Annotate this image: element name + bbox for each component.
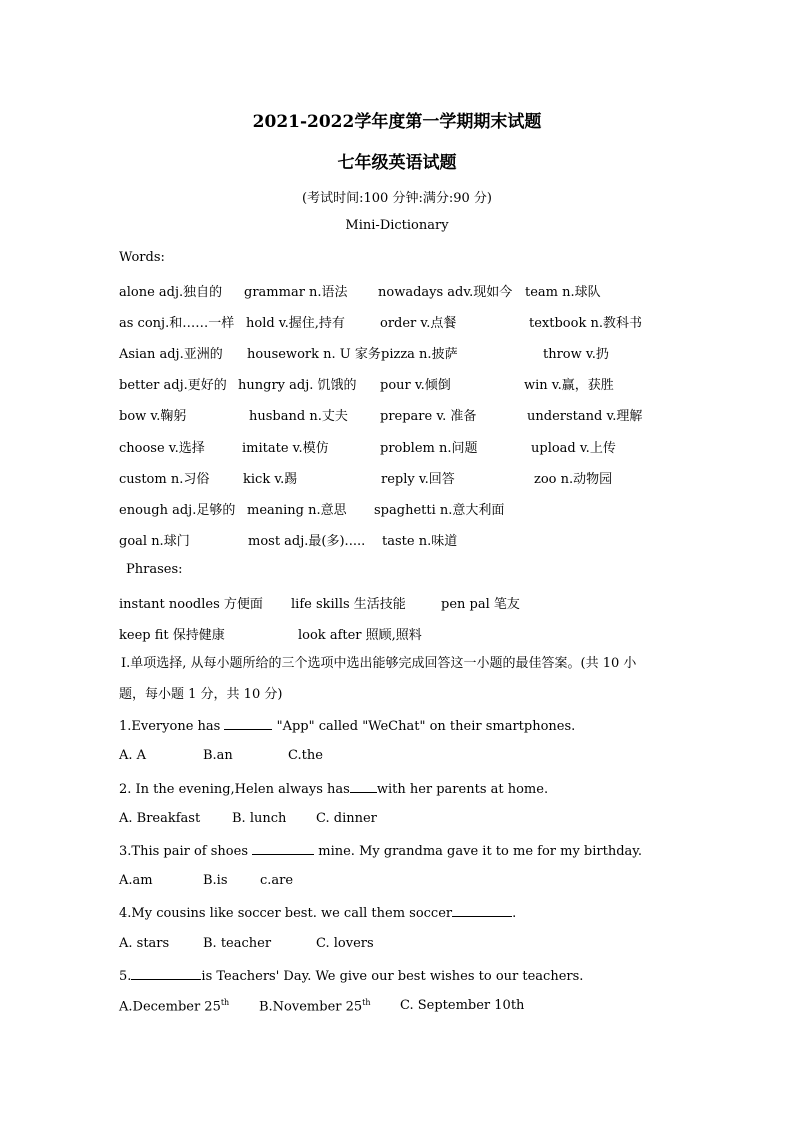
section-instruction: Ⅰ.单项选择, 从每小题所给的三个选项中选出能够完成回答这一小题的最佳答案。(共 10 小 bbox=[121, 656, 637, 671]
word-entry: problem n.问题 bbox=[380, 441, 478, 456]
word-entry: pour v.倾倒 bbox=[380, 378, 451, 393]
answer-blank bbox=[452, 904, 512, 917]
ordinal-suffix: th bbox=[362, 998, 371, 1007]
option-a: A. Breakfast bbox=[119, 811, 201, 826]
word-entry: hold v.握住,持有 bbox=[246, 316, 345, 331]
option-text: B.November 25 bbox=[259, 999, 363, 1015]
question-text: 1.Everyone has bbox=[119, 719, 225, 734]
word-entry: throw v.扔 bbox=[543, 347, 609, 362]
option-a bbox=[119, 998, 229, 1014]
question-5 bbox=[119, 967, 583, 986]
word-entry: prepare v. 准备 bbox=[380, 409, 477, 424]
option-b bbox=[259, 998, 371, 1014]
word-entry: order v.点餐 bbox=[380, 316, 457, 331]
question-text: with her parents at home. bbox=[376, 782, 549, 797]
question-1 bbox=[119, 717, 575, 736]
word-entry: custom n.习俗 bbox=[119, 472, 210, 487]
phrase-entry: instant noodles 方便面 bbox=[119, 597, 263, 612]
word-entry: nowadays adv.现如今 bbox=[378, 285, 513, 300]
phrases-label: Phrases: bbox=[126, 562, 183, 577]
question-text: mine. My grandma gave it to me for my birthday. bbox=[314, 844, 643, 859]
word-entry: Asian adj.亚洲的 bbox=[119, 347, 223, 362]
phrase-entry: life skills 生活技能 bbox=[291, 597, 406, 612]
word-entry: as conj.和……一样 bbox=[119, 316, 235, 331]
exam-subtitle: 七年级英语试题 bbox=[337, 153, 457, 173]
word-entry: better adj.更好的 bbox=[119, 378, 227, 393]
exam-info: (考试时间:100 分钟:满分:90 分) bbox=[302, 191, 492, 206]
question-text: 2. In the evening,Helen always has bbox=[119, 782, 350, 797]
word-entry: zoo n.动物园 bbox=[534, 472, 613, 487]
word-entry: kick v.踢 bbox=[243, 472, 298, 487]
word-entry: understand v.理解 bbox=[527, 409, 643, 424]
word-entry: choose v.选择 bbox=[119, 441, 205, 456]
word-entry: husband n.丈夫 bbox=[249, 409, 348, 424]
option-b: B. lunch bbox=[232, 811, 287, 826]
ordinal-suffix: th bbox=[220, 998, 230, 1007]
question-text: "App" called "WeChat" on their smartphones. bbox=[272, 719, 576, 734]
word-entry: spaghetti n.意大利面 bbox=[374, 503, 505, 518]
phrase-entry: keep fit 保持健康 bbox=[119, 628, 225, 643]
option-b: B.is bbox=[203, 873, 228, 888]
question-4 bbox=[119, 904, 516, 923]
question-2 bbox=[119, 780, 548, 799]
word-entry: imitate v.模仿 bbox=[242, 441, 329, 456]
word-entry: hungry adj. 饥饿的 bbox=[238, 378, 357, 393]
word-entry: win v.赢，获胜 bbox=[524, 378, 614, 393]
question-text: 4.My cousins like soccer best. we call them soccer bbox=[119, 906, 453, 921]
dictionary-title: Mini-Dictionary bbox=[345, 218, 449, 233]
question-text: 5. bbox=[119, 969, 132, 984]
option-a: A.am bbox=[119, 873, 153, 888]
word-entry: reply v.回答 bbox=[381, 472, 455, 487]
word-entry: upload v.上传 bbox=[531, 441, 616, 456]
question-3 bbox=[119, 842, 642, 861]
section-instruction-cont: 题，每小题 1 分，共 10 分) bbox=[119, 687, 283, 702]
option-c: C. September 10th bbox=[400, 998, 525, 1013]
word-entry: housework n. U 家务 bbox=[247, 347, 381, 362]
answer-blank bbox=[252, 842, 314, 855]
word-entry: bow v.鞠躬 bbox=[119, 409, 187, 424]
option-a: A. A bbox=[119, 748, 147, 763]
answer-blank bbox=[131, 967, 201, 980]
answer-blank bbox=[350, 780, 377, 793]
option-c: C. dinner bbox=[316, 811, 377, 826]
option-b: B. teacher bbox=[203, 936, 272, 951]
answer-blank bbox=[224, 717, 272, 730]
word-entry: enough adj.足够的 bbox=[119, 503, 236, 518]
option-c: c.are bbox=[260, 873, 294, 888]
option-c: C.the bbox=[288, 748, 323, 763]
word-entry: team n.球队 bbox=[525, 285, 601, 300]
word-entry: textbook n.教科书 bbox=[529, 316, 642, 331]
word-entry: taste n.味道 bbox=[382, 534, 458, 549]
exam-title: 2021-2022学年度第一学期期末试题 bbox=[252, 112, 542, 132]
option-b: B.an bbox=[203, 748, 233, 763]
option-text: A.December 25 bbox=[119, 999, 221, 1015]
word-entry: most adj.最(多)..... bbox=[248, 534, 366, 549]
option-a: A. stars bbox=[119, 936, 170, 951]
word-entry: goal n.球门 bbox=[119, 534, 190, 549]
word-entry: alone adj.独自的 bbox=[119, 285, 223, 300]
word-entry: grammar n.语法 bbox=[244, 285, 348, 300]
question-text: 3.This pair of shoes bbox=[119, 844, 253, 859]
question-text: is Teachers' Day. We give our best wishes to our teachers. bbox=[201, 969, 584, 984]
question-text: . bbox=[512, 906, 517, 921]
word-entry: pizza n.披萨 bbox=[381, 347, 458, 362]
words-label: Words: bbox=[119, 250, 165, 265]
phrase-entry: look after 照顾,照料 bbox=[298, 628, 422, 643]
option-c: C. lovers bbox=[316, 936, 374, 951]
word-entry: meaning n.意思 bbox=[247, 503, 347, 518]
phrase-entry: pen pal 笔友 bbox=[441, 597, 520, 612]
